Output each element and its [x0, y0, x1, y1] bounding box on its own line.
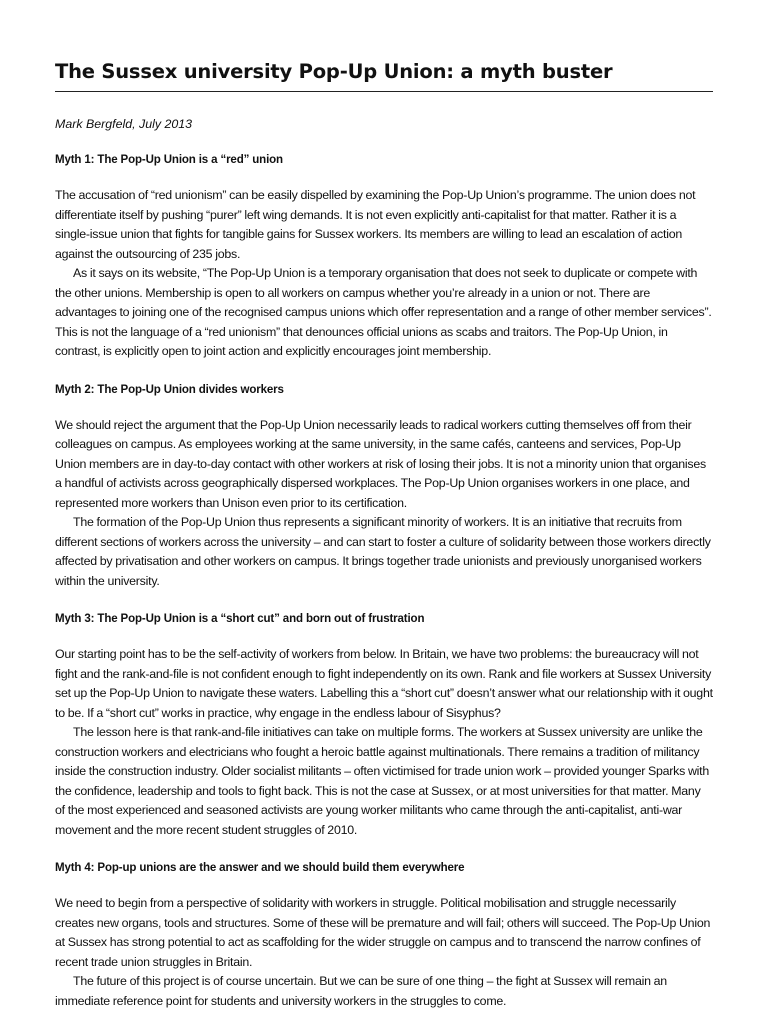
section-heading: Myth 1: The Pop-Up Union is a “red” union — [55, 152, 283, 166]
section-myth-2 — [55, 381, 713, 592]
section-myth-1 — [55, 151, 713, 362]
paragraph: As it says on its website, “The Pop-Up Union is a temporary organisation that does not seek to duplicate or compete with the other unions. Membership is open to all workers on campus whether you’re already in a union or not. There are advantages to joining one of the recognised campus unions which offer representation and a range of other member services”. This is not the language of a “red unionism” that denounces official unions as scabs and traitors. The Pop-Up Union, in contrast, is explicitly open to joint action and explicitly encourages joint membership. — [55, 266, 712, 358]
section-heading: Myth 2: The Pop-Up Union divides workers — [55, 381, 284, 396]
paragraph: The formation of the Pop-Up Union thus represents a significant minority of workers. It is an initiative that recruits from different sections of workers across the university – and can start to foster a culture of solidarity between those workers directly affected by privatisation and other workers on campus. It brings together trade unionists and previously unorganised workers within the university. — [55, 515, 711, 588]
section-heading: Myth 4: Pop-up unions are the answer and we should build them everywhere — [55, 860, 465, 874]
paragraph: The accusation of “red unionism” can be easily dispelled by examining the Pop-Up Union’s programme. The union does not differentiate itself by pushing “purer” left wing demands. It is not even explicitly anti-capitalist for that matter. Rather it is a single-issue union that fights for tangible gains for Sussex workers. Its members are willing to lead an escalation of action against the outsourcing of 235 jobs. — [55, 188, 696, 261]
section-myth-4 — [55, 859, 713, 1011]
paragraph: The lesson here is that rank-and-file initiatives can take on multiple forms. The workers at Sussex university are unlike the construction workers and electricians who fought a heroic battle against multinationals. There remains a tradition of militancy inside the construction industry. Older socialist militants – often victimised for trade union work – provided younger Sparks with the confidence, leadership and tools to fight back. This is not the case at Sussex, or at most universities for that matter. Many of the most experienced and seasoned activists are young worker militants who came through the anti-capitalist, anti-war movement and the more recent student struggles of 2010. — [55, 725, 710, 837]
paragraph: We need to begin from a perspective of solidarity with workers in struggle. Political mobilisation and struggle necessarily creates new organs, tools and structures. Some of these will be premature and will fail; others will succeed. The Pop-Up Union at Sussex has strong potential to act as scaffolding for the wider struggle on campus and to transcend the narrow confines of recent trade union struggles in Britain. — [55, 896, 711, 969]
paragraph: Our starting point has to be the self-activity of workers from below. In Britain, we have two problems: the bureaucracy will not fight and the rank-and-file is not confident enough to fight independently on its own. Rank and file workers at Sussex University set up the Pop-Up Union to navigate these waters. Labelling this a “short cut” doesn’t answer what our relationship with it ought to be. If a “short cut” works in practice, why engage in the endless labour of Sisyphus? — [55, 647, 713, 720]
document-title: The Sussex university Pop-Up Union: a myth buster — [55, 58, 713, 92]
paragraph: The future of this project is of course uncertain. But we can be sure of one thing – the fight at Sussex will remain an immediate reference point for students and university workers in the struggles to come. — [55, 974, 667, 1008]
section-myth-3 — [55, 610, 713, 840]
author-byline: Mark Bergfeld, July 2013 — [55, 117, 193, 131]
paragraph: We should reject the argument that the Pop-Up Union necessarily leads to radical workers cutting themselves off from their colleagues on campus. As employees working at the same university, in the same cafés, canteens and services, Pop-Up Union members are in day-to-day contact with other workers at risk of losing their jobs. It is not a minority union that organises a handful of activists across geographically dispersed workplaces. The Pop-Up Union organises workers in one place, and represented more workers than Unison even prior to its certification. — [55, 417, 706, 510]
section-heading: Myth 3: The Pop-Up Union is a “short cut” and born out of frustration — [55, 611, 425, 625]
document-page — [55, 58, 713, 1011]
